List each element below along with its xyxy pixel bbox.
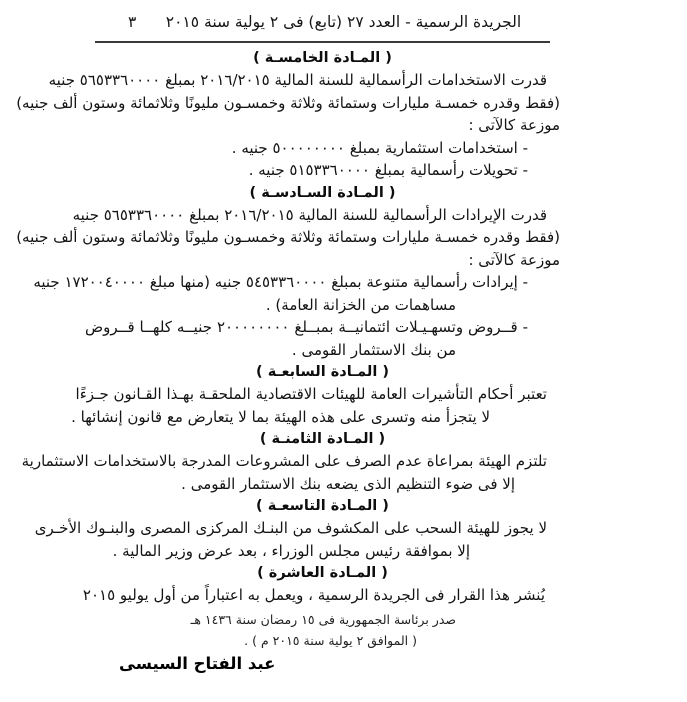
article-9 (34, 497, 560, 562)
article-6-opening: قدرت الإيرادات الرأسمالية للسنة المالية ٢٠١٦/٢٠١٥ بمبلغ ٥٦٥٣٣٦٠٠٠٠ جنيه (72, 205, 547, 224)
article-6 (16, 184, 560, 362)
article-7 (71, 363, 560, 428)
article-8 (21, 430, 560, 495)
decree-footer (85, 609, 560, 673)
article-5 (16, 49, 560, 182)
article-8-text-line1: تلتزم الهيئة بمراعاة عدم الصرف على المشروعات المدرجة بالاستخدامات الاستثمارية (21, 452, 547, 470)
article-6-amount-words: (فقط وقدره خمسـة مليارات وستمائة وثلاثة وخمسـون مليونًا وثلاثمائة وستون ألف جنيه) (16, 228, 560, 246)
article-5-amount-words: (فقط وقدره خمسـة مليارات وستمائة وثلاثة وخمسـون مليونًا وثلاثمائة وستون ألف جنيه) (16, 93, 560, 112)
article-6-item-misc-revenues-line1: - إيرادات رأسمالية متنوعة بمبلغ ٥٤٥٣٣٦٠٠٠٠ جنيه (منها مبلغ ١٧٢٠٠٤٠٠٠٠ جنيه (33, 273, 528, 291)
article-6-item-loans-line2: من بنك الاستثمار القومى . (291, 340, 456, 359)
article-10-text-line1: يُنشر هذا القرار فى الجريدة الرسمية ، ويعمل به اعتباراً من أول يوليو ٢٠١٥ (82, 586, 545, 604)
article-9-text-line1: لا يجوز للهيئة السحب على المكشوف من البنـك المركزى المصرى والبنـوك الأخـرى (34, 519, 547, 537)
article-7-heading: ( المـادة السابعـة ) (256, 364, 389, 380)
article-9-text-line2: إلا بموافقة رئيس مجلس الوزراء ، بعد عرض وزير المالية . (112, 541, 470, 560)
article-5-distribution-label: موزعة كالآتى : (468, 116, 560, 134)
article-7-text-line1: تعتبر أحكام التأشيرات العامة للهيئات الاقتصادية الملحقـة بهـذا القـانون جـزءًا (75, 385, 547, 403)
article-5-opening: قدرت الاستخدامات الرأسمالية للسنة المالية ٢٠١٦/٢٠١٥ بمبلغ ٥٦٥٣٣٦٠٠٠٠ جنيه (48, 71, 547, 89)
header-divider (95, 41, 550, 43)
article-10 (82, 564, 560, 607)
article-6-item-misc-revenues-line2: مساهمات من الخزانة العامة) . (265, 295, 456, 314)
article-5-heading: ( المـادة الخامسـة ) (253, 50, 392, 66)
corresponding-date-line: ( الموافق ٢ يولية سنة ٢٠١٥ م ) . (244, 632, 417, 648)
article-7-text-line2: لا يتجزأ منه وتسرى على هذه الهيئة بما لا يتعارض مع قانون إنشائها . (71, 407, 490, 426)
article-6-heading: ( المـادة السـادسـة ) (249, 184, 396, 201)
article-6-distribution-label: موزعة كالآتى : (468, 250, 560, 269)
page-number: ٣ (128, 13, 137, 31)
article-9-heading: ( المـادة التاسعـة ) (256, 498, 389, 514)
article-8-heading: ( المـادة الثامنـة ) (259, 431, 386, 447)
article-8-text-line2: إلا فى ضوء التنظيم الذى يضعه بنك الاستثمار القومى . (181, 474, 515, 493)
page-header (0, 0, 687, 43)
article-5-item-capital-transfers: - تحويلات رأسمالية بمبلغ ٥١٥٣٣٦٠٠٠٠ جنيه . (248, 161, 528, 179)
article-6-item-loans-line1: - قــروض وتسهـيـلات ائتمانيــة بمبــلغ ٢٠٠٠٠٠٠٠٠ جنيــه كلهــا قــروض (85, 318, 528, 336)
article-10-heading: ( المـادة العاشرة ) (257, 565, 388, 581)
article-5-item-investment-uses: - استخدامات استثمارية بمبلغ ٥٠٠٠٠٠٠٠٠ جنيه . (231, 138, 528, 157)
masthead-title: الجريدة الرسمية - العدد ٢٧ (تابع) فى ٢ يولية سنة ٢٠١٥ (165, 13, 522, 31)
issued-at-presidency-line: صدر برئاسة الجمهورية فى ١٥ رمضان سنة ١٤٣٦ هـ (190, 611, 456, 627)
decree-body (16, 49, 560, 607)
president-signature: عبد الفتاح السيسى (119, 653, 276, 673)
